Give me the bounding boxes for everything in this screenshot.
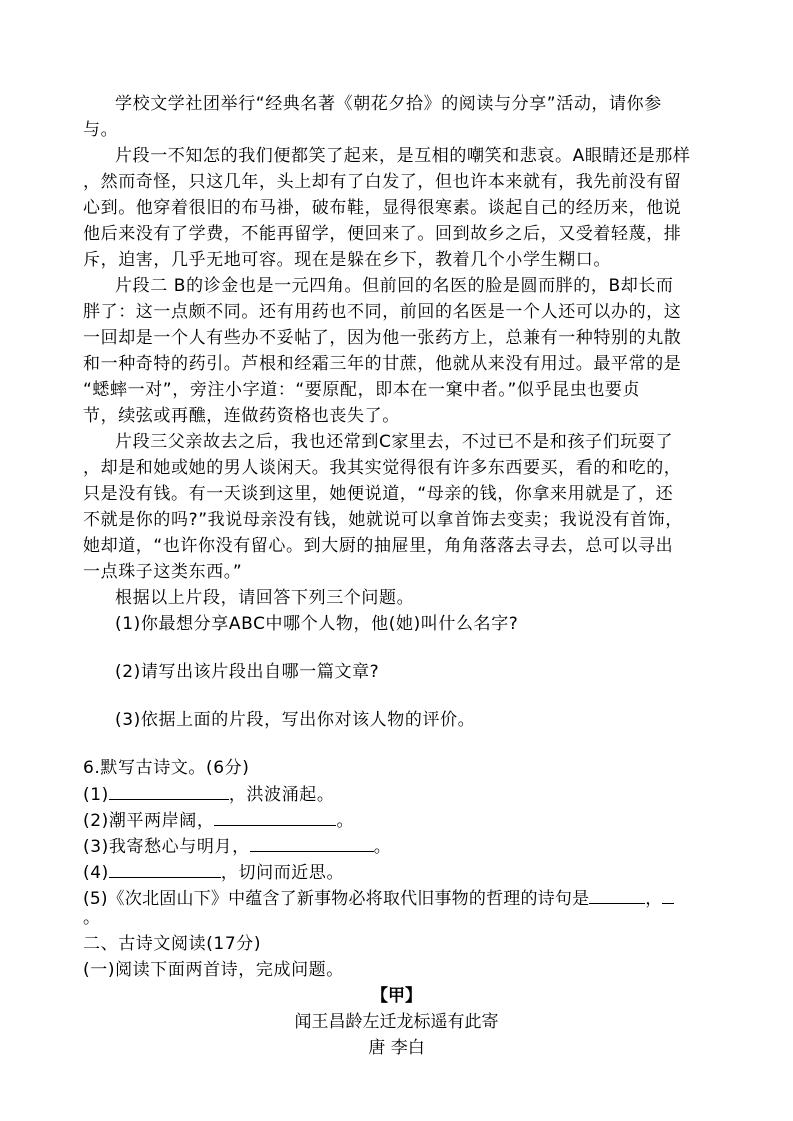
fragment-2-line-6: 节，续弦或再醮，连做药资格也丧失了。 bbox=[83, 406, 400, 426]
answer-blank-2[interactable] bbox=[214, 807, 336, 826]
recitation-item-1 bbox=[83, 781, 335, 808]
item-3-text: (3)我寄愁心与明月， bbox=[83, 837, 250, 857]
item-4-text: ，切问而近思。 bbox=[220, 863, 345, 883]
recitation-item-3 bbox=[83, 833, 391, 860]
item-5-end: 。 bbox=[83, 908, 101, 928]
fragment-1-line-5: 斥，迫害，几乎无地可容。现在是躲在乡下，教着几个小学生糊口。 bbox=[83, 250, 611, 270]
answer-blank-1[interactable] bbox=[109, 781, 229, 800]
poem-title: 闻王昌龄左迁龙标遥有此寄 bbox=[294, 1012, 499, 1032]
fragment-3-line-6: 一点珠子这类东西。” bbox=[83, 562, 243, 582]
fragment-1-line-1: 片段一不知怎的我们便都笑了起来，是互相的嘲笑和悲哀。A眼睛还是那样 bbox=[115, 146, 691, 166]
item-5-text: (5)《次北固山下》中蕴含了新事物必将取代旧事物的哲理的诗句是 bbox=[83, 889, 590, 909]
answer-blank-5a[interactable] bbox=[589, 885, 645, 904]
question-3: (3)依据上面的片段，写出你对该人物的评价。 bbox=[115, 710, 476, 730]
fragment-1-line-3: 心到。他穿着很旧的布马褂，破布鞋，显得很寒素。谈起自己的经历来，他说 bbox=[83, 198, 682, 218]
fragment-3-line-1: 片段三父亲故去之后，我也还常到C家里去，不过已不是和孩子们玩耍了 bbox=[115, 432, 674, 452]
answer-blank-5b[interactable] bbox=[662, 885, 674, 904]
item-4-number: (4) bbox=[83, 863, 109, 883]
item-2-text: (2)潮平两岸阔， bbox=[83, 811, 215, 831]
section-2-title: 二、古诗文阅读(17分) bbox=[83, 934, 262, 954]
fragment-2-line-1: 片段二 B的诊金也是一元四角。但前回的名医的脸是圆而胖的，B却长而 bbox=[115, 276, 674, 296]
item-5-comma: ， bbox=[645, 889, 663, 909]
fragment-2-line-5: “蟋蟀一对”，旁注小字道：“要原配，即本在一窠中者。”似乎昆虫也要贞 bbox=[83, 380, 641, 400]
intro-line-2: 与。 bbox=[83, 120, 119, 140]
poem-author: 唐 李白 bbox=[368, 1038, 425, 1058]
fragment-1-line-2: ，然而奇怪，只这几年，头上却有了白发了，但也许本来就有，我先前没有留 bbox=[83, 172, 682, 192]
fragment-3-line-3: 只是没有钱。有一天谈到这里，她便说道，“母亲的钱，你拿来用就是了，还 bbox=[83, 484, 674, 504]
item-2-end: 。 bbox=[336, 811, 355, 831]
question-2: (2)请写出该片段出自哪一篇文章? bbox=[115, 662, 380, 682]
item-3-end: 。 bbox=[373, 837, 392, 857]
item-1-number: (1) bbox=[83, 785, 109, 805]
section-6-title: 6.默写古诗文。(6分) bbox=[83, 758, 250, 778]
fragment-2-line-2: 胖了：这一点颇不同。还有用药也不同，前回的名医是一个人还可以办的，这 bbox=[83, 302, 682, 322]
fragment-3-line-2: ，却是和她或她的男人谈闲天。我其实觉得很有许多东西要买，看的和吃的， bbox=[83, 458, 682, 478]
fragment-2-line-3: 一回却是一个人有些办不妥帖了，因为他一张药方上，总兼有一种特别的丸散 bbox=[83, 328, 682, 348]
recitation-item-5 bbox=[83, 885, 674, 912]
section-2-subtitle: (一)阅读下面两首诗，完成问题。 bbox=[83, 960, 344, 980]
fragment-2-line-4: 和一种奇特的药引。芦根和经霜三年的甘蔗，他就从来没有用过。最平常的是 bbox=[83, 354, 682, 374]
answer-blank-4[interactable] bbox=[109, 859, 221, 878]
question-prompt: 根据以上片段，请回答下列三个问题。 bbox=[115, 588, 415, 608]
fragment-3-line-5: 她却道，“也许你没有留心。到大厨的抽屉里，角角落落去寻去，总可以寻出 bbox=[83, 536, 674, 556]
fragment-3-line-4: 不就是你的吗?”我说母亲没有钱，她就说可以拿首饰去变卖；我说没有首饰， bbox=[83, 510, 683, 530]
intro-line-1: 学校文学社团举行“经典名著《朝花夕拾》的阅读与分享”活动，请你参 bbox=[115, 94, 662, 114]
recitation-item-4 bbox=[83, 859, 344, 886]
poem-label: 【甲】 bbox=[371, 986, 422, 1006]
recitation-item-2 bbox=[83, 807, 354, 834]
question-1: (1)你最想分享ABC中哪个人物，他(她)叫什么名字? bbox=[115, 614, 519, 634]
fragment-1-line-4: 他后来没有了学费，不能再留学，便回来了。回到故乡之后，又受着轻蔑，排 bbox=[83, 224, 682, 244]
item-1-text: ，洪波涌起。 bbox=[228, 785, 335, 805]
answer-blank-3[interactable] bbox=[250, 833, 374, 852]
